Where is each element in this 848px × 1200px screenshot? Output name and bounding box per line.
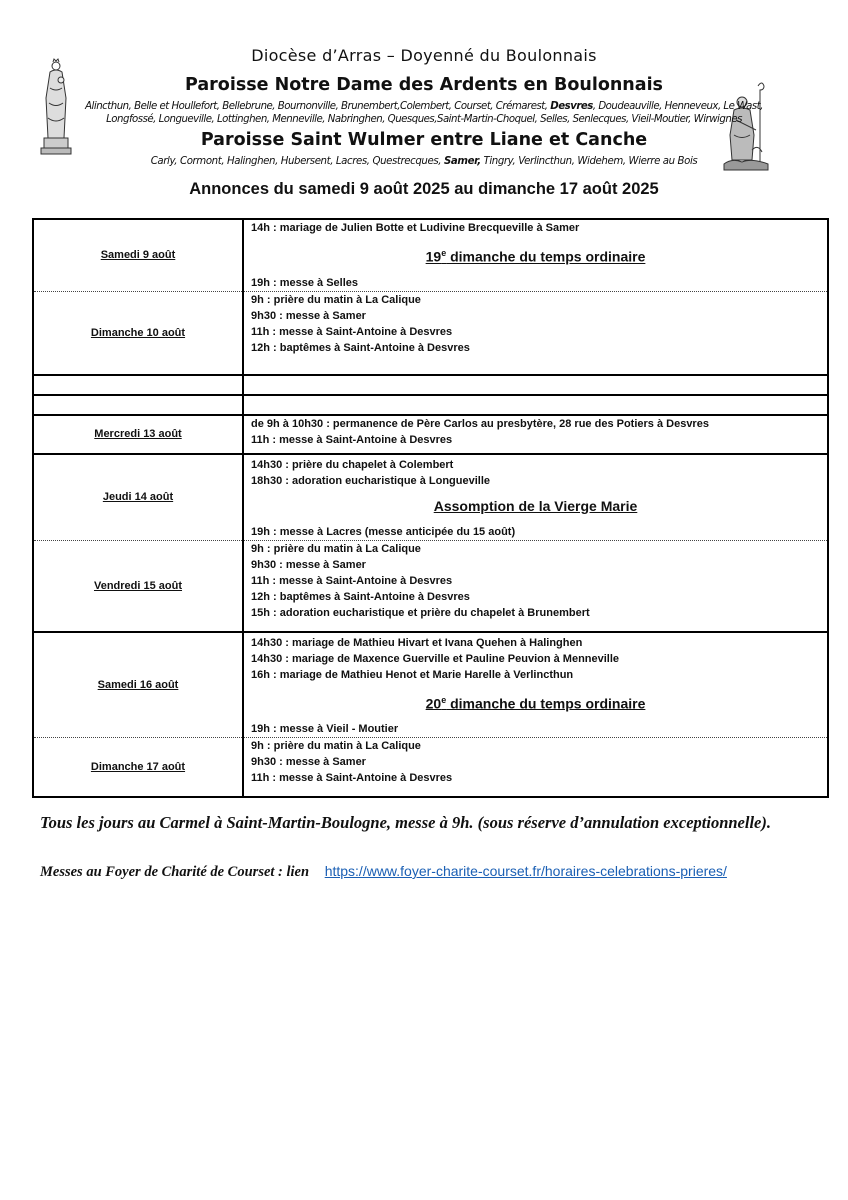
event-line: 19h : messe à Selles (251, 276, 359, 289)
event-line: 9h : prière du matin à La Calique (251, 740, 421, 753)
table-row (33, 415, 828, 454)
events-cell (243, 291, 828, 375)
foyer-link[interactable]: https://www.foyer-charite-courset.fr/horaires-celebrations-prieres/ (324, 863, 727, 879)
day-label: Samedi 9 août (33, 219, 243, 291)
day-label: Dimanche 17 août (33, 738, 243, 798)
events-cell (243, 738, 828, 798)
feast-title: 19e dimanche du temps ordinaire (425, 248, 646, 265)
table-row (33, 632, 828, 738)
event-line: 9h : prière du matin à La Calique (251, 542, 421, 555)
feast-title: 20e dimanche du temps ordinaire (425, 694, 646, 712)
event-line: 9h30 : messe à Samer (251, 309, 366, 322)
event-line: 18h30 : adoration eucharistique à Longueville (251, 474, 491, 487)
parish1-villages-line1: Alincthun, Belle et Houllefort, Bellebrune, Bournonville, Brunembert,Colembert, Courset, Crémarest, Desvres, Doudeauville, Henneveux, Le Wast, (85, 101, 763, 112)
events-cell (243, 632, 828, 738)
foyer-line (40, 863, 830, 881)
event-line: 15h : adoration eucharistique et prière du chapelet à Brunembert (251, 606, 590, 619)
event-line: 9h : prière du matin à La Calique (251, 293, 421, 306)
day-label: Dimanche 10 août (33, 291, 243, 375)
carmel-note: Tous les jours au Carmel à Saint-Martin-Boulogne, messe à 9h. (sous réserve d’annulation exceptionnelle). (40, 813, 771, 832)
events-cell (243, 454, 828, 541)
feast-title: Assomption de la Vierge Marie (433, 497, 638, 514)
events-cell (243, 540, 828, 632)
event-line: de 9h à 10h30 : permanence de Père Carlos au presbytère, 28 rue des Potiers à Desvres (251, 417, 709, 430)
event-line: 11h : messe à Saint-Antoine à Desvres (251, 433, 453, 446)
event-line: 11h : messe à Saint-Antoine à Desvres (251, 772, 453, 785)
table-row (33, 291, 828, 375)
schedule-table (32, 218, 829, 798)
announcements-title: Annonces du samedi 9 août 2025 au dimanche 17 août 2025 (189, 180, 659, 198)
event-line: 14h : mariage de Julien Botte et Ludivine Brecqueville à Samer (251, 222, 580, 234)
foyer-label: Messes au Foyer de Charité de Courset : lien (40, 864, 310, 880)
event-line: 12h : baptêmes à Saint-Antoine à Desvres (251, 590, 470, 603)
event-line: 14h30 : prière du chapelet à Colembert (251, 458, 454, 471)
diocese-line: Diocèse d’Arras – Doyenné du Boulonnais (251, 46, 597, 65)
event-line: 14h30 : mariage de Maxence Guerville et Pauline Peuvion à Menneville (251, 652, 620, 665)
event-line: 14h30 : mariage de Mathieu Hivart et Ivana Quehen à Halinghen (251, 636, 583, 649)
day-label: Mercredi 13 août (33, 415, 243, 454)
day-label: Samedi 16 août (33, 632, 243, 738)
page-header (0, 0, 848, 210)
table-row (33, 454, 828, 541)
event-line: 12h : baptêmes à Saint-Antoine à Desvres (251, 341, 470, 354)
parish-title-notre-dame: Paroisse Notre Dame des Ardents en Boulonnais (185, 75, 663, 95)
table-row (33, 738, 828, 798)
table-row (33, 540, 828, 632)
day-label: Vendredi 15 août (33, 540, 243, 632)
events-cell (243, 415, 828, 454)
event-line: 9h30 : messe à Samer (251, 756, 366, 769)
event-line: 11h : messe à Saint-Antoine à Desvres (251, 574, 453, 587)
parish-title-saint-wulmer: Paroisse Saint Wulmer entre Liane et Canche (200, 130, 648, 150)
parish2-villages: Carly, Cormont, Halinghen, Hubersent, Lacres, Questrecques, Samer, Tingry, Verlincthun, Widehem, Wierre au Bois (150, 156, 698, 167)
table-row (33, 219, 828, 291)
day-label: Jeudi 14 août (33, 454, 243, 541)
event-line: 19h : messe à Vieil - Moutier (251, 723, 399, 736)
empty-row (33, 375, 828, 395)
event-line: 19h : messe à Lacres (messe anticipée du 15 août) (251, 525, 516, 538)
event-line: 11h : messe à Saint-Antoine à Desvres (251, 325, 453, 338)
event-line: 9h30 : messe à Samer (251, 558, 366, 571)
event-line: 16h : mariage de Mathieu Henot et Marie Harelle à Verlincthun (251, 668, 574, 681)
events-cell (243, 219, 828, 291)
parish1-villages-line2: Longfossé, Longueville, Lottinghen, Menneville, Nabringhen, Quesques,Saint-Martin-Choquel, Selles, Senlecques, Vieil-Moutier, Wirwignes (106, 114, 742, 125)
empty-row (33, 395, 828, 415)
